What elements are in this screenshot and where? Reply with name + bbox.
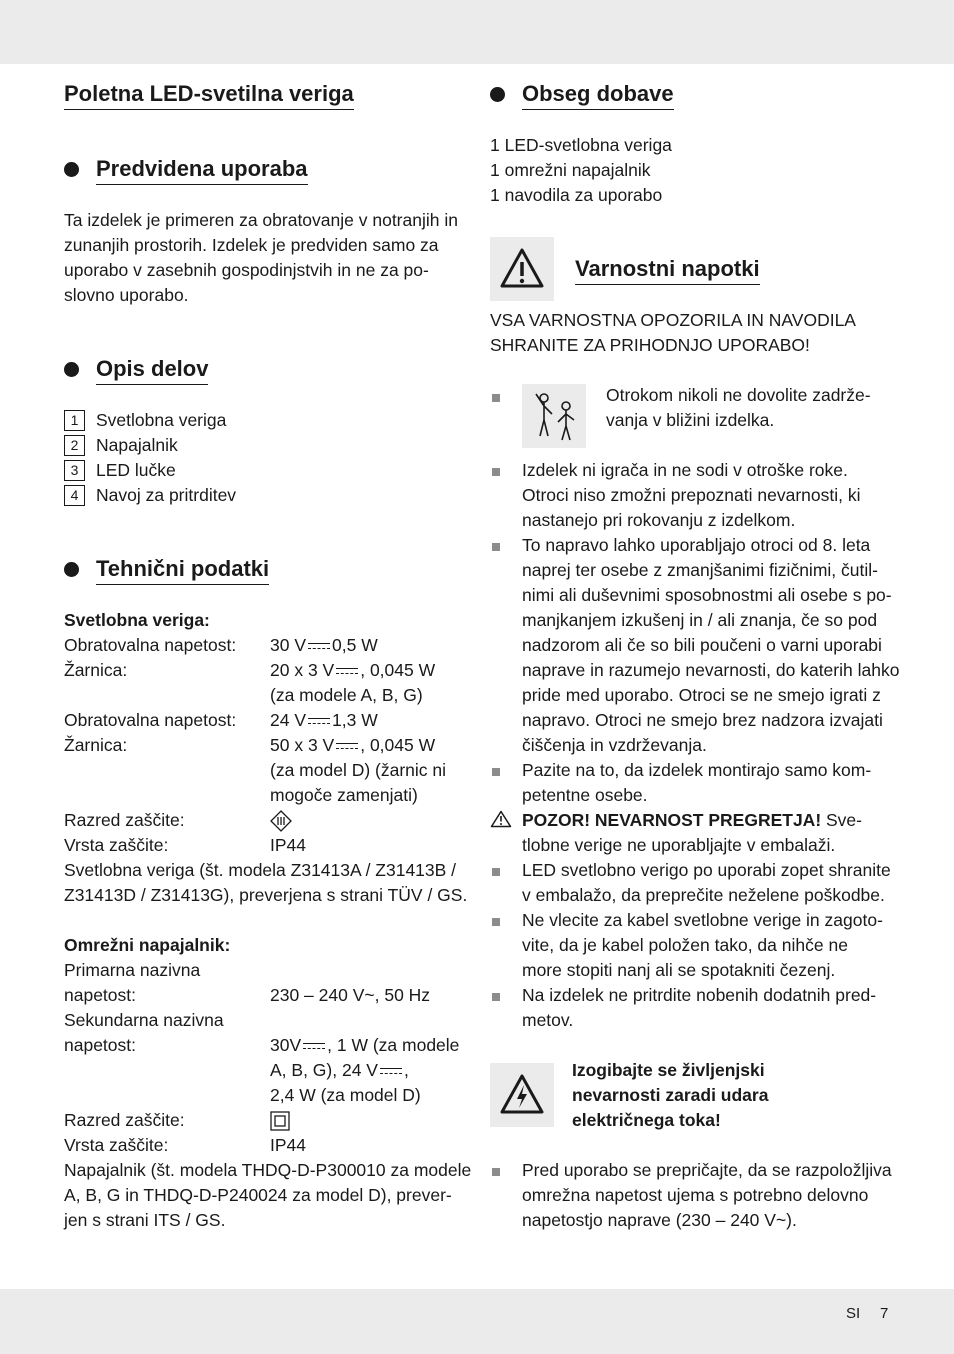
dc-symbol-icon	[308, 717, 330, 726]
text-line: SHRANITE ZA PRIHODNJO UPORABO!	[490, 335, 810, 355]
text-line: nastanejo pri rokovanju z izdelkom.	[522, 510, 796, 530]
child-reaching-icon	[522, 384, 586, 448]
dc-symbol-icon	[336, 742, 358, 751]
bullet-square-icon	[492, 868, 500, 876]
text-line: Pazite na to, da izdelek montirajo samo kom-	[522, 760, 872, 780]
bulb-power: , 0,045 W	[360, 735, 436, 755]
safety-bullet	[522, 458, 860, 533]
spec-value	[270, 1033, 459, 1058]
list-item: 1 navodila za uporabo	[490, 185, 663, 205]
spec-label: Razred zaščite:	[64, 810, 185, 830]
power-value: 1,3 W	[332, 710, 378, 730]
spec-value	[270, 658, 435, 683]
power-value: 0,5 W	[332, 635, 378, 655]
spec-value: IP44	[270, 1135, 306, 1155]
text-line: Otrokom nikoli ne dovolite zadrže-	[606, 385, 871, 405]
bullet-square-icon	[492, 1168, 500, 1176]
overheating-warning	[522, 808, 862, 858]
text-line: Izdelek ni igrača in ne sodi v otroške roke.	[522, 460, 848, 480]
text-line: zunanjih prostorih. Izdelek je predviden samo za	[64, 235, 439, 255]
spec-label: Sekundarna nazivna	[64, 1010, 224, 1030]
text-line: nevarnosti zaradi udara	[572, 1085, 769, 1105]
text-line: Napajalnik (št. modela THDQ-D-P300010 za modele	[64, 1160, 472, 1180]
chain-spec-heading: Svetlobna veriga:	[64, 610, 210, 630]
voltage-value: 30V	[270, 1035, 302, 1055]
scope-list	[490, 133, 672, 208]
bulb-value: 50 x 3 V	[270, 735, 335, 755]
section-bullet-icon	[64, 162, 79, 177]
electric-shock-warning-icon	[490, 1063, 554, 1127]
spec-label: Žarnica:	[64, 660, 128, 680]
text-line: Pred uporabo se prepričajte, da se razpoložljiva	[522, 1160, 892, 1180]
spec-label: Vrsta zaščite:	[64, 835, 169, 855]
page-number: 7	[880, 1305, 889, 1322]
protection-class-ii-icon	[270, 1111, 290, 1131]
heading-tech-data: Tehnični podatki	[96, 555, 269, 585]
bullet-square-icon	[492, 768, 500, 776]
intended-use-text	[64, 208, 458, 308]
top-band	[0, 0, 954, 64]
part-number: 3	[64, 460, 85, 481]
spec-value	[270, 733, 435, 758]
spec-label: napetost:	[64, 985, 136, 1005]
safety-bullet	[522, 858, 891, 908]
cert-text: Svetlobna veriga (št. modela Z31413A / Z31413B /	[64, 860, 457, 880]
safety-bullet	[522, 533, 899, 758]
child-warning-text	[606, 383, 871, 433]
safety-bullet	[522, 908, 883, 983]
spec-label: Primarna nazivna	[64, 960, 201, 980]
spec-value: (za model D) (žarnic ni	[270, 760, 447, 780]
text-line: manjkanjem izkušenj in / ali znanja, če so pod	[522, 610, 878, 630]
text-line: vanja v bližini izdelka.	[606, 410, 775, 430]
section-bullet-icon	[64, 362, 79, 377]
spec-value	[270, 1058, 409, 1083]
text-line: LED svetlobno verigo po uporabi zopet shranite	[522, 860, 891, 880]
text-line: metov.	[522, 1010, 574, 1030]
text-line: nadzorom ali če so bili poučeni o varni uporabi	[522, 635, 882, 655]
spec-value	[270, 708, 378, 733]
bullet-square-icon	[492, 993, 500, 1001]
document-title: Poletna LED-svetilna veriga	[64, 80, 354, 110]
text-line: uporabo v zasebnih gospodinjstvih in ne za po-	[64, 260, 429, 280]
power-value: , 1 W (za modele	[327, 1035, 460, 1055]
text-line: Na izdelek ne pritrdite nobenih dodatnih pred-	[522, 985, 877, 1005]
part-label: Svetlobna veriga	[96, 410, 227, 430]
electric-warning-icon-box	[490, 1063, 554, 1127]
text-line: jen s strani ITS / GS.	[64, 1210, 226, 1230]
section-bullet-icon	[490, 87, 505, 102]
heading-parts: Opis delov	[96, 355, 208, 385]
bullet-square-icon	[492, 918, 500, 926]
spec-value	[270, 633, 378, 658]
text-line: električnega toka!	[572, 1110, 721, 1130]
heading-scope: Obseg dobave	[522, 80, 674, 110]
voltage-value: 24 V	[270, 710, 306, 730]
spec-label: Razred zaščite:	[64, 1110, 185, 1130]
text-line: VSA VARNOSTNA OPOZORILA IN NAVODILA	[490, 310, 856, 330]
heading-intended-use: Predvidena uporaba	[96, 155, 308, 185]
text-line: napetostjo naprave (230 – 240 V~).	[522, 1210, 797, 1230]
bullet-square-icon	[492, 543, 500, 551]
spec-value: IP44	[270, 835, 306, 855]
text-line: pride med uporabo. Otroci se ne smejo igrati z	[522, 685, 881, 705]
bulb-value: 20 x 3 V	[270, 660, 335, 680]
bullet-square-icon	[492, 394, 500, 402]
dc-symbol-icon	[308, 642, 330, 651]
list-item: 1 omrežni napajalnik	[490, 160, 651, 180]
warning-icon-box	[490, 237, 554, 301]
safety-bullet	[522, 1158, 892, 1233]
text-line: nimi ali duševnimi sposobnostmi ali osebe s po-	[522, 585, 892, 605]
voltage-value: A, B, G), 24 V	[270, 1060, 378, 1080]
heading-safety: Varnostni napotki	[575, 255, 760, 285]
safety-keep-notice	[490, 308, 856, 358]
text-line: Ta izdelek je primeren za obratovanje v notranjih in	[64, 210, 458, 230]
protection-class-iii-icon	[270, 810, 292, 832]
text-line: Ne vlecite za kabel svetlobne verige in zagoto-	[522, 910, 883, 930]
psu-cert-text	[64, 1158, 471, 1233]
text-line: naprej ter osebe z zmanjšanimi fizičnimi, čutil-	[522, 560, 878, 580]
section-bullet-icon	[64, 562, 79, 577]
text-line: petentne osebe.	[522, 785, 648, 805]
spec-label: napetost:	[64, 1035, 136, 1055]
text-line: tlobne verige ne uporabljajte v embalaži.	[522, 835, 836, 855]
text-line: Otroci niso zmožni prepoznati nevarnosti, ki	[522, 485, 861, 505]
part-label: LED lučke	[96, 460, 176, 480]
list-item: 1 LED-svetlobna veriga	[490, 135, 672, 155]
dc-symbol-icon	[380, 1067, 402, 1076]
dc-symbol-icon	[336, 667, 358, 676]
voltage-value: 30 V	[270, 635, 306, 655]
warning-bold-text: POZOR! NEVARNOST PREGRETJA!	[522, 810, 822, 830]
part-number: 1	[64, 410, 85, 431]
electric-warning-text	[572, 1058, 768, 1133]
text-line: vite, da je kabel položen tako, da nihče ne	[522, 935, 848, 955]
spec-label: Obratovalna napetost:	[64, 635, 237, 655]
spec-label: Žarnica:	[64, 735, 128, 755]
spec-label: Vrsta zaščite:	[64, 1135, 169, 1155]
part-number: 2	[64, 435, 85, 456]
bullet-square-icon	[492, 468, 500, 476]
bottom-band	[0, 1289, 954, 1354]
safety-bullet	[522, 758, 871, 808]
bulb-power: , 0,045 W	[360, 660, 436, 680]
language-code: SI	[846, 1305, 861, 1322]
text-line: Izogibajte se življenjski	[572, 1060, 765, 1080]
spec-value: 2,4 W (za model D)	[270, 1085, 421, 1105]
text-line: To napravo lahko uporabljajo otroci od 8. leta	[522, 535, 871, 555]
text-line: v embalažo, da preprečite neželene poškodbe.	[522, 885, 885, 905]
text-line: more stopiti nanj ali se spotakniti čezenj.	[522, 960, 836, 980]
warning-text: Sve-	[821, 810, 862, 830]
warning-triangle-icon	[490, 237, 554, 301]
safety-bullet	[522, 983, 876, 1033]
psu-spec-heading: Omrežni napajalnik:	[64, 935, 231, 955]
part-label: Napajalnik	[96, 435, 178, 455]
text-line: čiščenja in vzdrževanja.	[522, 735, 707, 755]
spec-value: 230 – 240 V~, 50 Hz	[270, 985, 431, 1005]
text-line: slovno uporabo.	[64, 285, 189, 305]
text-line: A, B, G in THDQ-D-P240024 za model D), prever-	[64, 1185, 452, 1205]
text-line: naprave in razumejo nevarnosti, do katerih lahko	[522, 660, 900, 680]
child-warning-icon-box	[522, 384, 586, 448]
part-label: Navoj za pritrditev	[96, 485, 237, 505]
part-number: 4	[64, 485, 85, 506]
warning-triangle-small-icon	[490, 810, 512, 828]
text-line: napravo. Otroci ne smejo brez nadzora izvajati	[522, 710, 883, 730]
spec-label: Obratovalna napetost:	[64, 710, 237, 730]
separator: ,	[403, 1060, 409, 1080]
cert-text: Z31413D / Z31413G), preverjena s strani TÜV / GS.	[64, 885, 468, 905]
dc-symbol-icon	[303, 1042, 325, 1051]
spec-value: mogoče zamenjati)	[270, 785, 418, 805]
text-line: omrežna napetost ujema s potrebno delovno	[522, 1185, 869, 1205]
spec-value: (za modele A, B, G)	[270, 685, 423, 705]
